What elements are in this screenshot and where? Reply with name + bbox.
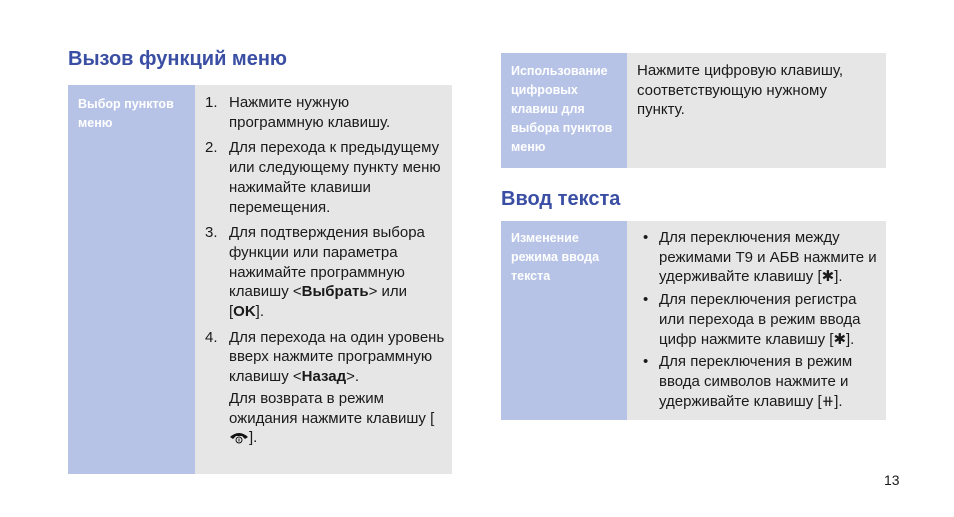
text-input-table (501, 221, 886, 420)
section-title-menu: Вызов функций меню (68, 48, 288, 70)
section-title-text-input: Ввод текста (501, 188, 621, 210)
key-ok: OK (233, 303, 256, 321)
row-label: Использование цифровых клавиш для выбора пунктов меню (501, 53, 627, 168)
list-item: • Для переключения между режимами T9 и АБВ нажмите и удерживайте клавишу [✱]. (643, 229, 877, 286)
list-item: 3. Для подтверждения выбора функции или параметра нажимайте программную клавишу <Выбрать> или [OK]. (205, 224, 425, 321)
softkey-select: Выбрать (301, 283, 369, 301)
row-label: Выбор пунктов меню (68, 85, 195, 474)
row-content (195, 85, 452, 474)
page-number: 13 (884, 472, 900, 488)
row-label: Изменение режима ввода текста (501, 221, 627, 420)
end-call-key-icon (229, 430, 249, 450)
digit-keys-table (501, 53, 886, 168)
list-item: 4. Для перехода на один уровень вверх нажмите программную клавишу <Назад>. (205, 328, 445, 386)
list-item: • Для переключения регистра или перехода в режим ввода цифр нажмите клавишу [✱]. (643, 291, 861, 348)
softkey-back: Назад (301, 368, 347, 386)
star-key-icon: ✱ (833, 330, 847, 348)
list-item: 1. Нажмите нужную программную клавишу. (205, 94, 391, 131)
list-item: • Для переключения в режим ввода символов нажмите и удерживайте клавишу [⧺]. (643, 353, 853, 410)
idle-note: Для возврата в режим ожидания нажмите клавишу []. (205, 389, 446, 450)
list-item: 2. Для перехода к предыдущему или следующему пункту меню нажимайте клавиши перемещения. (205, 139, 441, 216)
star-key-icon: ✱ (821, 268, 835, 286)
menu-table (68, 85, 452, 474)
row-content: Нажмите цифровую клавишу, соответствующую нужному пункту. (637, 62, 844, 119)
row-content (627, 221, 886, 420)
hash-key-icon: ⧺ (821, 392, 835, 410)
